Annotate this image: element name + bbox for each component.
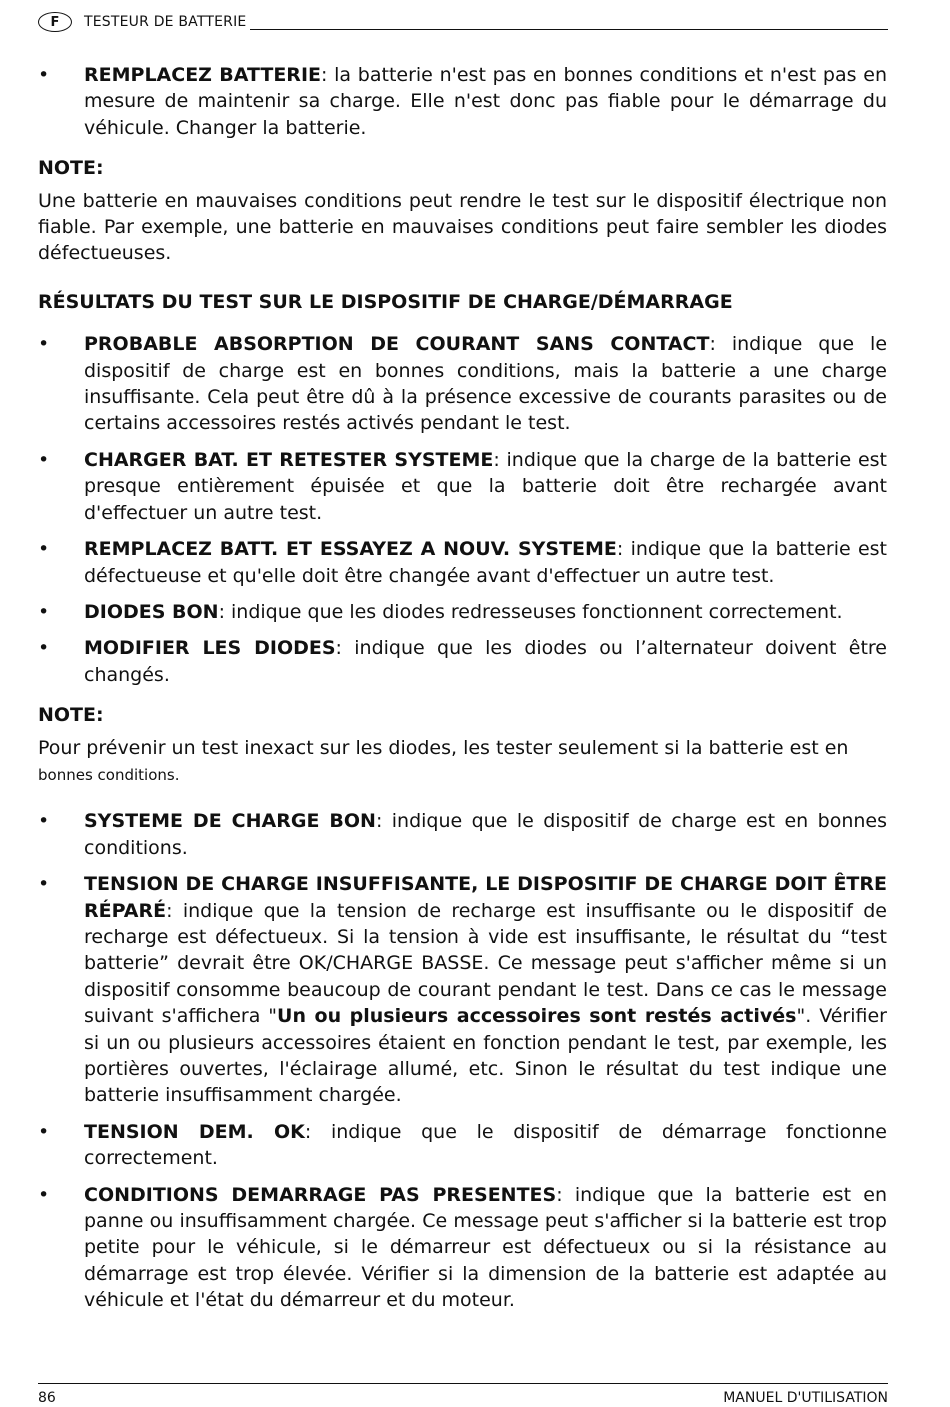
note-text: Une batterie en mauvaises conditions peut rendre le test sur le dispositif électrique non fiable. Par exemple, une batterie en mauvaises conditions peut faire sembler les diodes défectueuses. bbox=[38, 189, 887, 265]
item-description: : indique que la batterie est défectueuse et qu'elle doit être changée avant d'effectuer un autre test. bbox=[84, 538, 887, 587]
header-rule bbox=[250, 15, 888, 30]
language-badge: F bbox=[38, 12, 72, 32]
item-term: CONDITIONS DEMARRAGE PAS PRESENTES bbox=[84, 1183, 557, 1206]
item-description: : indique que le dispositif de charge est en bonnes conditions, mais la batterie a une charge insuffisante. Cela peut être dû à la présence excessive de courants parasites ou de certains accessoires restés activés pendant le test. bbox=[84, 333, 888, 435]
item-term: CHARGER BAT. ET RETESTER SYSTEME bbox=[84, 448, 494, 471]
note-title: NOTE: bbox=[38, 704, 104, 727]
bullet-icon: • bbox=[38, 64, 50, 86]
page-header bbox=[38, 8, 888, 36]
list-item bbox=[38, 536, 887, 589]
note-text-small: bonnes conditions. bbox=[38, 765, 180, 784]
list-item bbox=[38, 447, 887, 526]
item-term: PROBABLE ABSORPTION DE COURANT SANS CONTACT bbox=[84, 333, 710, 356]
item-description: : indique que la tension de recharge est insuffisante ou le dispositif de recharge est défectueux. Si la tension à vide est insuffisante, le résultat du “test batterie” devrait être OK/CHARGE BASSE. Ce message peut s'afficher même si un dispositif consomme beaucoup de courant pendant le test. Dans ce cas le message suivant s'affichera " bbox=[84, 899, 887, 1028]
item-term: REMPLACEZ BATT. ET ESSAYEZ A NOUV. SYSTEME bbox=[84, 538, 617, 561]
page-number: 86 bbox=[38, 1390, 56, 1406]
note-text-main: Pour prévenir un test inexact sur les diodes, les tester seulement si la batterie est en bbox=[38, 736, 849, 759]
list-item bbox=[38, 1182, 887, 1314]
item-description: : indique que la batterie est en panne ou insuffisamment chargée. Ce message peut s'afficher si la batterie est trop petite pour le véhicule, si le démarreur est défectueux ou si la résistance au démarrage est trop élevée. Vérifier si la dimension de la batterie est adaptée au véhicule et l'état du démarreur et du moteur. bbox=[84, 1183, 887, 1312]
bullet-icon: • bbox=[38, 810, 50, 833]
item-description-cont: ". Vérifier si un ou plusieurs accessoires étaient en fonction pendant le test, par exemple, les portières ouvertes, l'éclairage allumé, etc. Sinon le résultat du test indique une batterie insuffisamment chargée. bbox=[84, 1005, 887, 1107]
section-title: RÉSULTATS DU TEST SUR LE DISPOSITIF DE CHARGE/DÉMARRAGE bbox=[38, 290, 733, 313]
bullet-icon: • bbox=[38, 600, 50, 623]
item-term: DIODES BON bbox=[84, 600, 219, 623]
bullet-icon: • bbox=[38, 448, 50, 471]
item-description: : indique que le dispositif de charge est en bonnes conditions. bbox=[84, 810, 887, 859]
bullet-icon: • bbox=[38, 1120, 50, 1143]
list-item bbox=[38, 871, 887, 1109]
note-title: NOTE: bbox=[38, 157, 104, 180]
list-item bbox=[38, 331, 887, 437]
manual-title: MANUEL D'UTILISATION bbox=[723, 1390, 888, 1406]
list-item bbox=[38, 1119, 887, 1172]
item-message: Un ou plusieurs accessoires sont restés activés bbox=[277, 1005, 797, 1028]
page-footer bbox=[38, 1383, 888, 1406]
note-text bbox=[38, 735, 887, 789]
bullet-icon: • bbox=[38, 637, 50, 660]
list-item bbox=[38, 599, 887, 625]
header-title: TESTEUR DE BATTERIE bbox=[84, 14, 247, 30]
item-term: SYSTEME DE CHARGE BON bbox=[84, 810, 376, 833]
item-term: MODIFIER LES DIODES bbox=[84, 637, 336, 660]
item-description: : indique que les diodes redresseuses fonctionnent correctement. bbox=[218, 600, 843, 623]
item-description: : indique que la charge de la batterie est presque entièrement épuisée et que la batterie doit être rechargée avant d'effectuer un autre test. bbox=[84, 448, 887, 524]
item-term: TENSION DE CHARGE INSUFFISANTE, LE DISPOSITIF DE CHARGE DOIT ÊTRE RÉPARÉ bbox=[84, 873, 887, 922]
item-term: TENSION DEM. OK bbox=[84, 1120, 305, 1143]
bullet-icon: • bbox=[38, 538, 50, 561]
item-term: REMPLACEZ BATTERIE bbox=[84, 64, 321, 86]
list-item bbox=[38, 808, 887, 861]
list-item bbox=[38, 635, 887, 688]
bullet-icon: • bbox=[38, 1183, 50, 1206]
page-content bbox=[38, 62, 887, 1324]
item-description: : la batterie n'est pas en bonnes conditions et n'est pas en mesure de maintenir sa charge. Elle n'est donc pas fiable pour le démarrage du véhicule. Changer la batterie. bbox=[84, 64, 887, 139]
bullet-icon: • bbox=[38, 333, 50, 356]
bullet-icon: • bbox=[38, 873, 50, 896]
item-description: : indique que les diodes ou l’alternateur doivent être changés. bbox=[84, 637, 888, 686]
list-item bbox=[38, 62, 887, 141]
item-description: : indique que le dispositif de démarrage fonctionne correctement. bbox=[84, 1120, 888, 1170]
